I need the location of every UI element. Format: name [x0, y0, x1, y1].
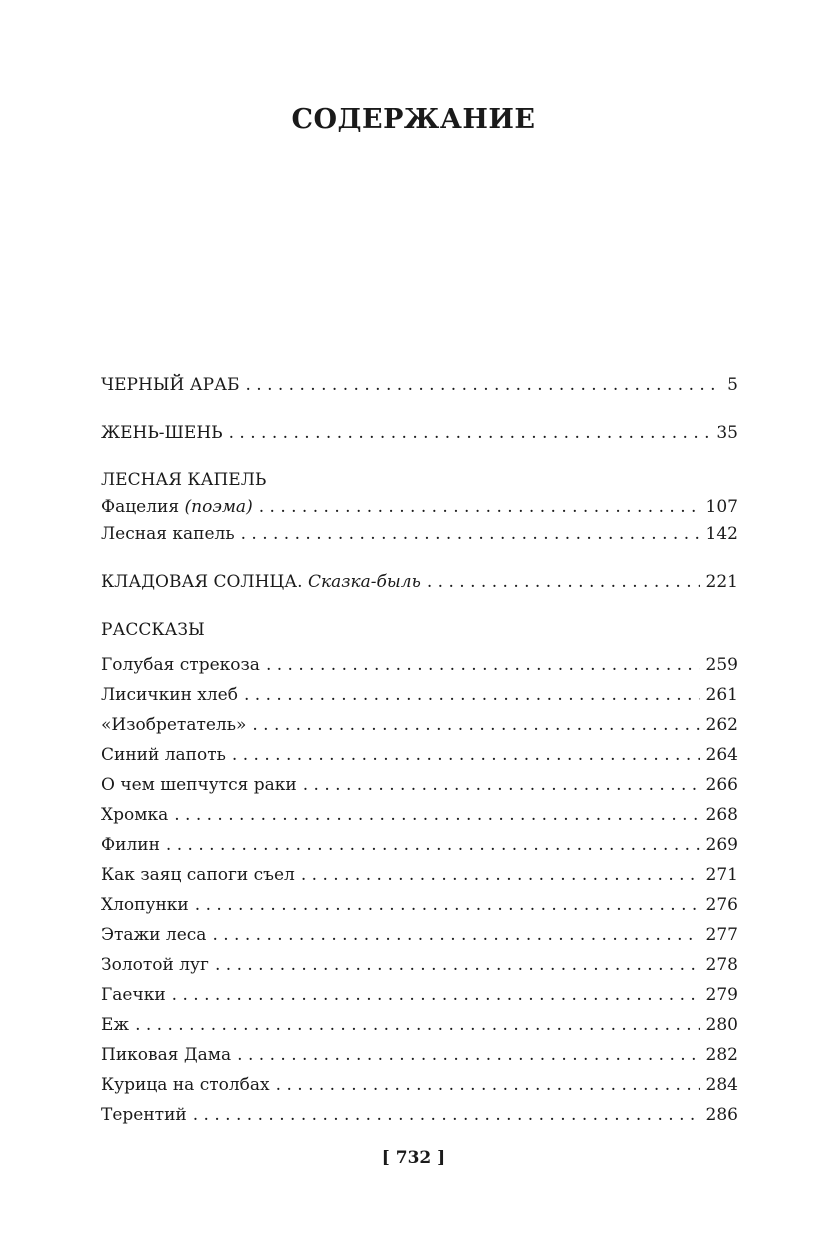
entry-title: Голубая стрекоза	[101, 655, 260, 675]
entry-page: 277	[705, 925, 738, 945]
toc-entry	[101, 773, 738, 797]
entry-page: 284	[705, 1075, 738, 1095]
entry-page: 107	[705, 497, 738, 517]
entry-page: 35	[716, 423, 738, 443]
entry-page: 282	[705, 1045, 738, 1065]
leader-dots	[244, 683, 700, 707]
section-heading: ЛЕСНАЯ КАПЕЛЬ	[101, 470, 267, 490]
entry-title: Хлопунки	[101, 895, 189, 915]
leader-dots	[237, 1043, 699, 1067]
entry-page: 262	[705, 715, 738, 735]
entry-title: Филин	[101, 835, 160, 855]
toc-entry	[101, 373, 738, 397]
toc-entry	[101, 683, 738, 707]
entry-page: 269	[705, 835, 738, 855]
entry-title: Еж	[101, 1015, 130, 1035]
toc-entry	[101, 1013, 738, 1037]
leader-dots	[259, 495, 700, 519]
leader-dots	[172, 983, 700, 1007]
leader-dots	[245, 373, 721, 397]
entry-subtitle: Сказка-быль	[307, 572, 421, 592]
toc-entry	[101, 421, 738, 445]
entry-page: 286	[705, 1105, 738, 1125]
entry-title: Как заяц сапоги съел	[101, 865, 295, 885]
leader-dots	[212, 923, 699, 947]
entry-title: Пиковая Дама	[101, 1045, 232, 1065]
leader-dots	[241, 522, 700, 546]
toc-entry	[101, 653, 738, 677]
page-number: [ 732 ]	[381, 1148, 446, 1168]
entry-title: Гаечки	[101, 985, 166, 1005]
entry-page: 264	[705, 745, 738, 765]
entry-title: Синий лапоть	[101, 745, 226, 765]
toc-entry	[101, 893, 738, 917]
entry-page: 280	[705, 1015, 738, 1035]
toc-entry	[101, 983, 738, 1007]
toc-entry	[101, 863, 738, 887]
entry-title: Фацелия (поэма)	[101, 497, 253, 517]
entry-title: Лесная капель	[101, 524, 235, 544]
leader-dots	[215, 953, 700, 977]
entry-subtitle: (поэма)	[184, 497, 253, 517]
entry-title: «Изобретатель»	[101, 715, 247, 735]
leader-dots	[276, 1073, 700, 1097]
entry-page: 266	[705, 775, 738, 795]
toc-entry	[101, 570, 738, 594]
entry-page: 259	[705, 655, 738, 675]
entry-page: 271	[705, 865, 738, 885]
page-title: СОДЕРЖАНИЕ	[291, 104, 536, 135]
entry-page: 276	[705, 895, 738, 915]
section-heading: РАССКАЗЫ	[101, 620, 205, 640]
leader-dots	[303, 773, 700, 797]
entry-page: 221	[705, 572, 738, 592]
entry-page: 5	[727, 375, 738, 395]
toc-entry	[101, 743, 738, 767]
toc-entry	[101, 833, 738, 857]
entry-page: 279	[705, 985, 738, 1005]
entry-page: 142	[705, 524, 738, 544]
toc-entry	[101, 1043, 738, 1067]
leader-dots	[229, 421, 711, 445]
leader-dots	[193, 1103, 700, 1127]
entry-page: 261	[705, 685, 738, 705]
entry-title: Хромка	[101, 805, 169, 825]
toc-entry	[101, 1073, 738, 1097]
table-of-contents	[101, 0, 738, 1240]
leader-dots	[195, 893, 700, 917]
leader-dots	[252, 713, 699, 737]
toc-entry	[101, 803, 738, 827]
entry-title: Лисичкин хлеб	[101, 685, 238, 705]
leader-dots	[135, 1013, 699, 1037]
toc-entry	[101, 495, 738, 519]
leader-dots	[266, 653, 700, 677]
entry-title: ЧЕРНЫЙ АРАБ	[101, 375, 240, 395]
entry-title: Курица на столбах	[101, 1075, 270, 1095]
entry-page: 278	[705, 955, 738, 975]
leader-dots	[301, 863, 700, 887]
toc-entry	[101, 953, 738, 977]
entry-page: 268	[705, 805, 738, 825]
leader-dots	[174, 803, 699, 827]
entry-title: Этажи леса	[101, 925, 207, 945]
entry-title: Золотой луг	[101, 955, 209, 975]
entry-title: КЛАДОВАЯ СОЛНЦА. Сказка-быль	[101, 572, 421, 592]
toc-entry	[101, 923, 738, 947]
leader-dots	[427, 570, 700, 594]
entry-title: Терентий	[101, 1105, 187, 1125]
entry-title: ЖЕНЬ-ШЕНЬ	[101, 423, 223, 443]
toc-entry	[101, 522, 738, 546]
entry-title: О чем шепчутся раки	[101, 775, 297, 795]
leader-dots	[166, 833, 700, 857]
toc-entry	[101, 1103, 738, 1127]
leader-dots	[232, 743, 700, 767]
toc-entry	[101, 713, 738, 737]
